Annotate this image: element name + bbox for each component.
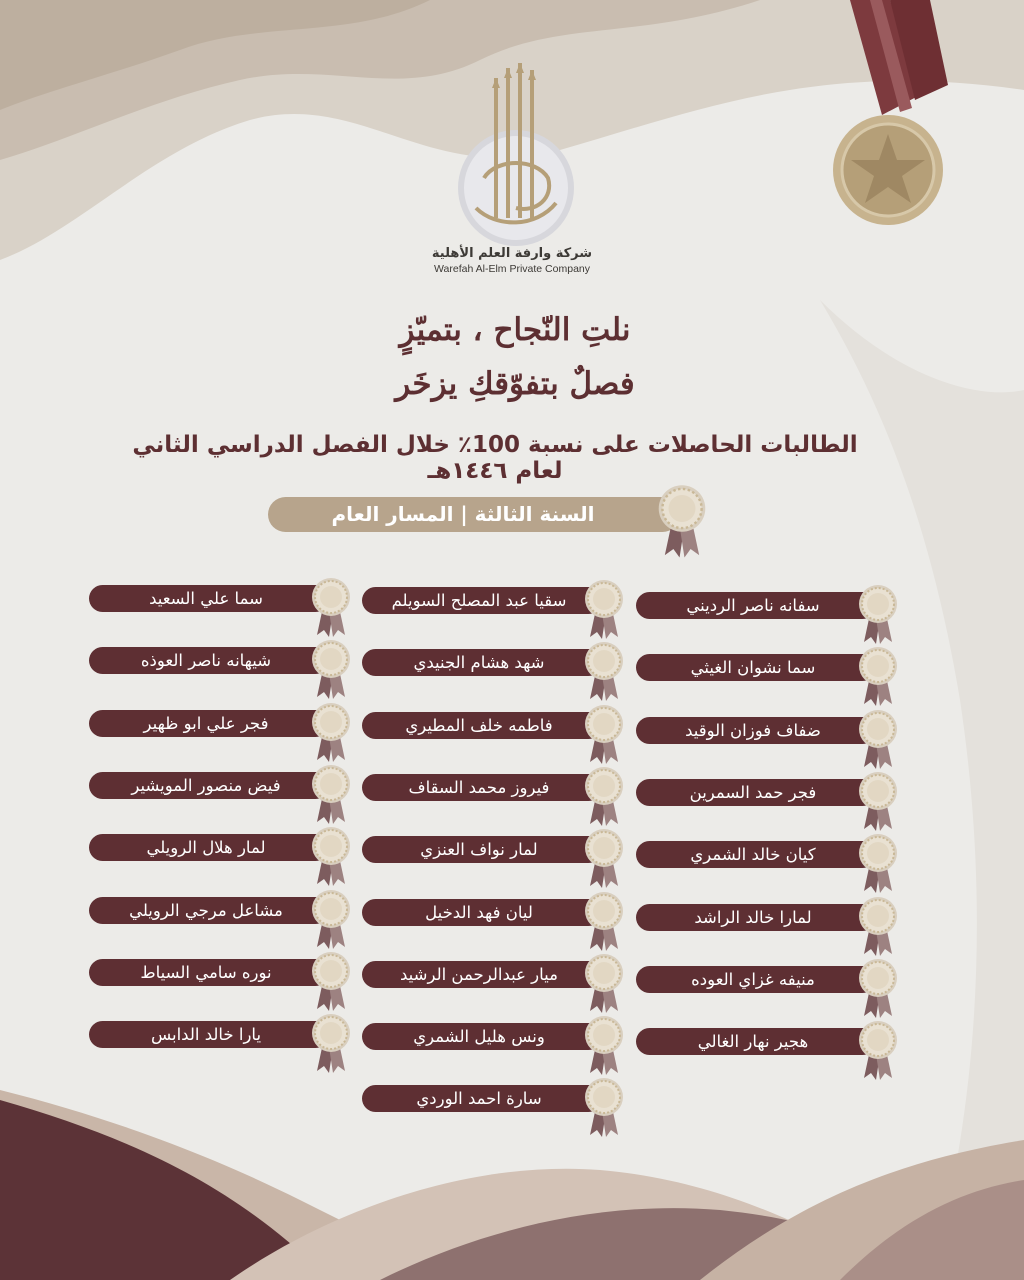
student-card — [89, 826, 361, 888]
student-card — [89, 1013, 361, 1075]
student-name: ليان فهد الدخيل — [425, 902, 533, 922]
rosette-icon — [858, 771, 898, 833]
student-card — [636, 896, 908, 958]
student-card — [89, 702, 361, 764]
student-name: سما علي السعيد — [149, 589, 263, 608]
student-card — [362, 579, 634, 641]
student-name: سارة احمد الوردي — [416, 1089, 542, 1109]
rosette-icon — [584, 828, 624, 890]
rosette-icon — [654, 484, 710, 560]
student-name: مشاعل مرجي الرويلي — [129, 900, 283, 920]
company-logo — [436, 58, 596, 248]
rosette-icon — [311, 951, 351, 1013]
rosette-icon — [858, 584, 898, 646]
student-card — [636, 958, 908, 1020]
student-name: فيروز محمد السقاف — [408, 777, 550, 797]
rosette-icon — [858, 833, 898, 895]
student-name: نوره سامي السياط — [140, 962, 272, 982]
rosette-icon — [584, 579, 624, 641]
rosette-icon — [584, 953, 624, 1015]
rosette-icon — [858, 1020, 898, 1082]
medal-icon — [820, 0, 960, 230]
student-name: فيض منصور المويشير — [131, 775, 281, 795]
student-card — [636, 584, 908, 646]
student-card — [362, 704, 634, 766]
student-card — [362, 1077, 634, 1139]
rosette-icon — [311, 1013, 351, 1075]
student-card — [362, 641, 634, 703]
rosette-icon — [858, 958, 898, 1020]
rosette-icon — [311, 889, 351, 951]
rosette-icon — [311, 639, 351, 701]
rosette-icon — [584, 1077, 624, 1139]
rosette-icon — [584, 891, 624, 953]
student-card — [89, 764, 361, 826]
student-name: ضفاف فوزان الوقيد — [685, 720, 821, 740]
student-name: لمار هلال الرويلي — [146, 838, 266, 858]
student-name: كيان خالد الشمري — [690, 845, 816, 865]
student-name: لمارا خالد الراشد — [694, 907, 812, 927]
student-card — [636, 709, 908, 771]
student-name: سما نشوان الغيثي — [690, 658, 816, 678]
student-name: منيفه غزاي العوده — [691, 969, 815, 989]
student-name: فاطمه خلف المطيري — [405, 715, 553, 735]
company-name-english: Warefah Al-Elm Private Company — [434, 263, 590, 275]
rosette-icon — [311, 577, 351, 639]
student-name: فجر علي ابو ظهير — [143, 713, 269, 733]
subtitle: الطالبات الحاصلات على نسبة 100٪ خلال الفصل الدراسي الثاني لعام ١٤٤٦هـ — [132, 432, 858, 484]
student-name: ونس هليل الشمري — [413, 1027, 545, 1047]
student-name: يارا خالد الدابس — [150, 1025, 262, 1045]
slogan-line-1: نلتِ النّجاح ، بتميّزٍ — [399, 312, 631, 348]
student-name: سقيا عبد المصلح السويلم — [391, 591, 567, 610]
slogan-line-2: فصلٌ بتفوّقكِ يزخَر — [395, 366, 635, 402]
rosette-icon — [584, 766, 624, 828]
student-name: شيهانه ناصر العوذه — [140, 651, 272, 671]
rosette-icon — [311, 826, 351, 888]
student-card — [636, 646, 908, 708]
student-name: لمار نواف العنزي — [420, 840, 538, 860]
student-name: شهد هشام الجنيدي — [413, 653, 545, 673]
rosette-icon — [584, 704, 624, 766]
student-card — [89, 889, 361, 951]
rosette-icon — [311, 702, 351, 764]
student-card — [362, 828, 634, 890]
student-card — [362, 1015, 634, 1077]
section-label: السنة الثالثة | المسار العام — [331, 502, 595, 526]
rosette-icon — [584, 641, 624, 703]
student-card — [89, 639, 361, 701]
rosette-icon — [311, 764, 351, 826]
student-card — [362, 766, 634, 828]
student-card — [636, 771, 908, 833]
rosette-icon — [858, 709, 898, 771]
student-name: هجير نهار الغالي — [697, 1032, 809, 1052]
student-name: فجر حمد السمرين — [689, 782, 817, 802]
student-name: ميار عبدالرحمن الرشيد — [400, 964, 558, 984]
rosette-icon — [584, 1015, 624, 1077]
student-card — [89, 577, 361, 639]
student-name: سفانه ناصر الرديني — [686, 596, 820, 615]
student-card — [362, 953, 634, 1015]
student-card — [636, 833, 908, 895]
company-name-arabic: شركة وارفة العلم الأهلية — [431, 246, 593, 261]
rosette-icon — [858, 896, 898, 958]
rosette-icon — [858, 646, 898, 708]
student-card — [89, 951, 361, 1013]
student-card — [636, 1020, 908, 1082]
student-card — [362, 891, 634, 953]
